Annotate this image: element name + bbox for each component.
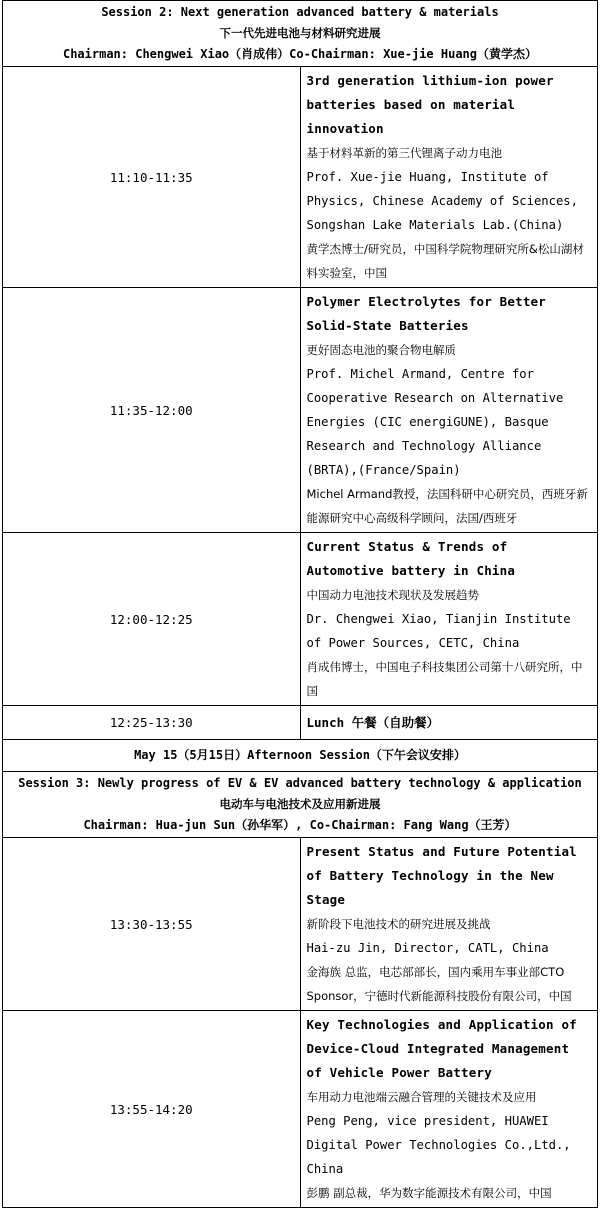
- time-cell: 11:10-11:35: [3, 67, 301, 288]
- afternoon-row: [3, 740, 598, 772]
- table-row: [3, 838, 598, 1011]
- lunch-row: [3, 706, 598, 740]
- talk-title: 3rd generation lithium-ion power batteries based on material innovation: [306, 73, 554, 136]
- session-header-row: [3, 772, 598, 838]
- talk-title-zh: 中国动力电池技术现状及发展趋势: [306, 588, 479, 602]
- talk-title: Present Status and Future Potential of Battery Technology in the New Stage: [306, 844, 577, 907]
- speaker: Dr. Chengwei Xiao, Tianjin Institute of Power Sources, CETC, China: [306, 612, 571, 650]
- session-chairs: Chairman: Hua-jun Sun（孙华军）, Co-Chairman: Fang Wang（王芳）: [83, 818, 517, 832]
- time-cell: 12:25-13:30: [3, 706, 301, 740]
- session-header: [3, 1, 598, 67]
- talk-title: Current Status & Trends of Automotive battery in China: [306, 539, 516, 578]
- table-row: [3, 288, 598, 533]
- speaker-zh: Michel Armand教授，法国科研中心研究员，西班牙新能源研究中心高级科学顾问，法国/西班牙: [306, 487, 588, 525]
- session-chairs: Chairman: Chengwei Xiao（肖成伟）Co-Chairman: Xue-jie Huang（黄学杰）: [62, 47, 537, 61]
- talk-cell: [300, 533, 598, 706]
- talk-title-zh: 基于材料革新的第三代锂离子动力电池: [306, 146, 502, 160]
- talk-cell: [300, 1011, 598, 1208]
- session-header: [3, 772, 598, 838]
- speaker-zh: 彭鹏 副总裁，华为数字能源技术有限公司，中国: [306, 1186, 552, 1200]
- speaker-zh: 金海族 总监，电芯部部长，国内乘用车事业部CTO Sponsor，宁德时代新能源科技股份有限公司，中国: [306, 965, 572, 1003]
- session-title: Session 2: Next generation advanced battery & materials: [101, 5, 499, 19]
- speaker: Peng Peng, vice president, HUAWEI Digital Power Technologies Co.,Ltd., China: [306, 1114, 571, 1176]
- talk-cell: [300, 288, 598, 533]
- talk-title: Key Technologies and Application of Device-Cloud Integrated Management of Vehicle Power Battery: [306, 1017, 577, 1080]
- session-title-zh: 电动车与电池技术及应用新进展: [219, 797, 381, 811]
- talk-cell: [300, 67, 598, 288]
- speaker: Prof. Xue-jie Huang, Institute of Physics, Chinese Academy of Sciences, Songshan Lake Materials Lab.(China): [306, 170, 578, 232]
- talk-title: Polymer Electrolytes for Better Solid-State Batteries: [306, 294, 546, 333]
- session-header-row: [3, 1, 598, 67]
- time-cell: 13:30-13:55: [3, 838, 301, 1011]
- agenda-table: [2, 0, 598, 1208]
- time-cell: 11:35-12:00: [3, 288, 301, 533]
- afternoon-session-label: May 15（5月15日）Afternoon Session（下午会议安排）: [3, 740, 598, 772]
- talk-title-zh: 车用动力电池端云融合管理的关键技术及应用: [306, 1090, 537, 1104]
- table-row: [3, 67, 598, 288]
- speaker-zh: 肖成伟博士，中国电子科技集团公司第十八研究所，中国: [306, 660, 583, 698]
- talk-cell: [300, 838, 598, 1011]
- speaker-zh: 黄学杰博士/研究员，中国科学院物理研究所&松山湖材料实验室，中国: [306, 242, 584, 280]
- time-cell: 13:55-14:20: [3, 1011, 301, 1208]
- talk-title-zh: 新阶段下电池技术的研究进展及挑战: [306, 917, 491, 931]
- session-title-zh: 下一代先进电池与材料研究进展: [219, 26, 381, 40]
- lunch-label: Lunch 午餐（自助餐）: [300, 706, 598, 740]
- speaker: Prof. Michel Armand, Centre for Cooperative Research on Alternative Energies (CIC energiGUNE), Basque Research and Technology Alliance (BRTA),(France/Spain): [306, 367, 564, 477]
- session-title: Session 3: Newly progress of EV & EV advanced battery technology & application: [18, 776, 582, 790]
- table-row: [3, 1011, 598, 1208]
- table-row: [3, 533, 598, 706]
- talk-title-zh: 更好固态电池的聚合物电解质: [306, 343, 456, 357]
- time-cell: 12:00-12:25: [3, 533, 301, 706]
- speaker: Hai-zu Jin, Director, CATL, China: [306, 941, 549, 955]
